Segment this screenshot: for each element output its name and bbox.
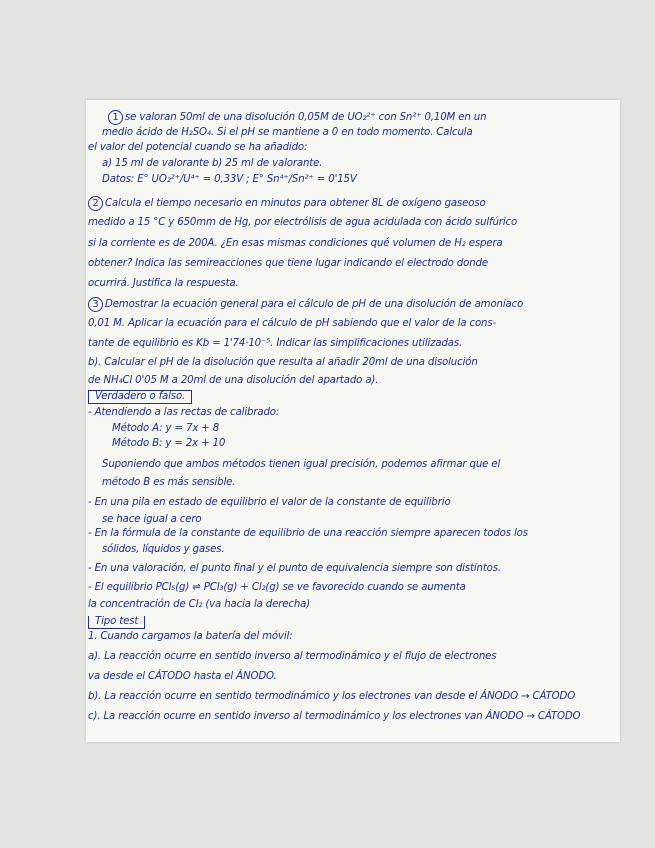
question-1-line-2: medio ácido de H₂SO₄. Si el pH se mantiene a 0 en todo momento. Calcula	[102, 127, 473, 138]
question-1-options: a) 15 ml de valorante b) 25 ml de valorante.	[102, 158, 323, 169]
true-false-line: la concentración de Cl₂ (va hacia la derecha)	[88, 599, 311, 610]
test-heading: Tipo test	[88, 615, 145, 629]
exam-sheet	[86, 100, 620, 742]
true-false-heading: Verdadero o falso.	[88, 390, 192, 404]
question-3-number: 3	[88, 297, 103, 312]
calibration-method-b: Método B: y = 2x + 10	[112, 438, 226, 449]
question-1-data: Datos: E° UO₂²⁺/U⁴⁺ = 0,33V ; E° Sn⁴⁺/Sn²⁺ = 0'15V	[102, 174, 357, 185]
test-question-1: 1. Cuando cargamos la batería del móvil:	[88, 631, 293, 642]
true-false-line: método B es más sensible.	[102, 477, 236, 488]
test-option-a-cont: va desde el CÁTODO hasta el ÁNODO.	[88, 671, 277, 682]
question-2-number: 2	[88, 196, 103, 211]
question-2-line-1: 2 Calcula el tiempo necesario en minutos para obtener 8L de oxígeno gaseoso	[88, 196, 486, 211]
true-false-line: sólidos, líquidos y gases.	[102, 544, 225, 555]
true-false-line: - El equilibrio PCl₅(g) ⇌ PCl₃(g) + Cl₂(g) se ve favorecido cuando se aumenta	[88, 582, 466, 593]
question-3-line-2: 0,01 M. Aplicar la ecuación para el cálculo de pH sabiendo que el valor de la cons-	[88, 318, 497, 329]
true-false-line: Suponiendo que ambos métodos tienen igual precisión, podemos afirmar que el	[102, 459, 501, 470]
true-false-line: - En la fórmula de la constante de equilibrio de una reacción siempre aparecen todos los	[88, 528, 528, 539]
test-option-c: c). La reacción ocurre en sentido inverso al termodinámico y los electrones van ÁNODO → CÁTODO	[88, 711, 581, 722]
true-false-line: - En una pila en estado de equilibrio el valor de la constante de equilibrio	[88, 497, 451, 508]
question-3-line-5: de NH₄Cl 0'05 M a 20ml de una disolución del apartado a).	[88, 375, 379, 386]
question-2-line-4: obtener? Indica las semireacciones que tiene lugar indicando el electrodo donde	[88, 258, 488, 269]
question-2-line-3: si la corriente es de 200A. ¿En esas mismas condiciones qué volumen de H₂ espera	[88, 238, 503, 249]
question-3-line-3: tante de equilibrio es Kb = 1'74·10⁻⁵. Indicar las simplificaciones utilizadas.	[88, 338, 463, 349]
calibration-method-a: Método A: y = 7x + 8	[112, 423, 220, 434]
question-1-line-1: 1 se valoran 50ml de una disolución 0,05M de UO₂²⁺ con Sn²⁺ 0,10M en un	[108, 110, 486, 125]
question-3-line-4: b). Calcular el pH de la disolución que resulta al añadir 20ml de una disolución	[88, 357, 478, 368]
question-3-line-1: 3 Demostrar la ecuación general para el cálculo de pH de una disolución de amoniaco	[88, 297, 523, 312]
true-false-line: - En una valoración, el punto final y el punto de equivalencia siempre son distintos.	[88, 563, 501, 574]
question-2-line-2: medido a 15 °C y 650mm de Hg, por electrólisis de agua acidulada con ácido sulfúrico	[88, 217, 518, 228]
true-false-line: - Atendiendo a las rectas de calibrado:	[88, 407, 280, 418]
question-2-line-5: ocurrirá. Justifica la respuesta.	[88, 278, 239, 289]
true-false-line: se hace igual a cero	[102, 514, 202, 525]
test-option-a: a). La reacción ocurre en sentido inverso al termodinámico y el flujo de electrones	[88, 651, 497, 662]
question-1-line-3: el valor del potencial cuando se ha añadido:	[88, 142, 308, 153]
test-option-b: b). La reacción ocurre en sentido termodinámico y los electrones van desde el ÁNODO → CÁTODO	[88, 691, 576, 702]
question-1-number: 1	[108, 110, 123, 125]
